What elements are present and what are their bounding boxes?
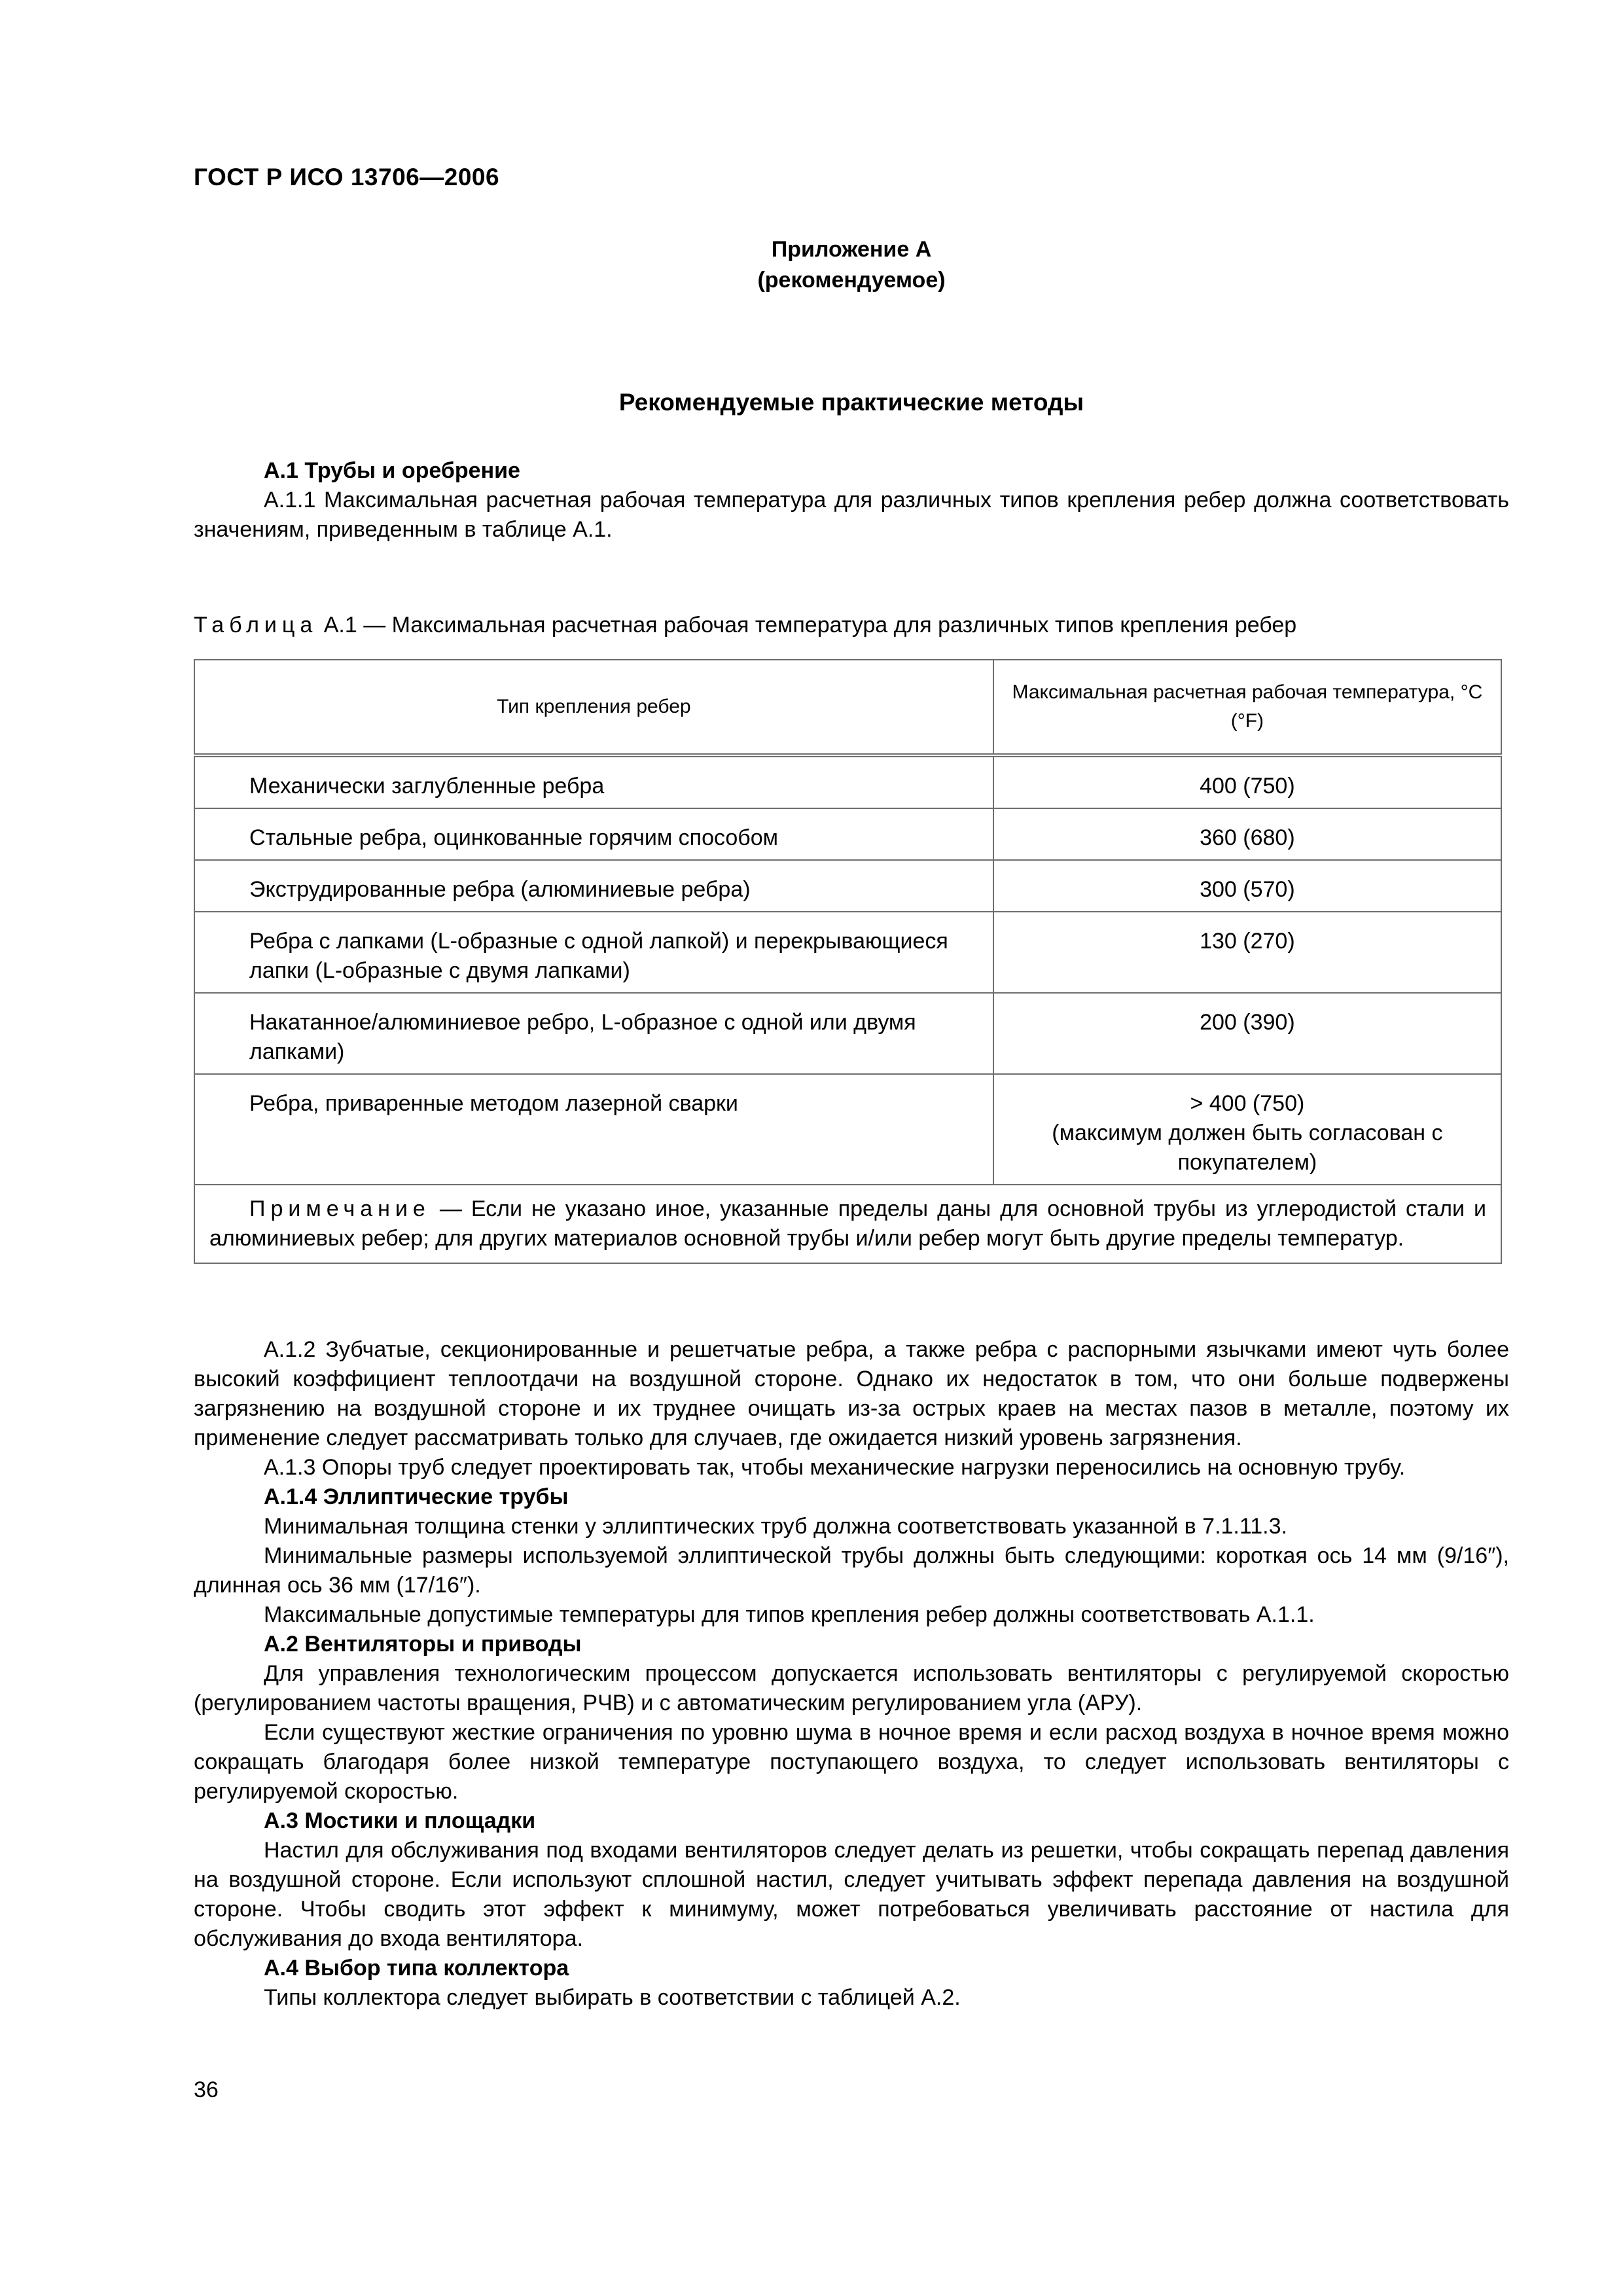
paragraph-a1-1-4-dimensions: Минимальные размеры используемой эллиптической трубы должны быть следующими: короткая ось 14 мм (9/16″), длинная ось 36 мм (17/16″). (194, 1543, 1509, 1598)
table-row (194, 808, 1501, 860)
table-row (194, 755, 1501, 808)
table-cell-fin-type: Стальные ребра, оцинкованные горячим способом (194, 808, 993, 860)
paragraph-a1-1-4-temperatures: Максимальные допустимые температуры для типов крепления ребер должны соответствовать А.1.1. (264, 1602, 1315, 1627)
paragraph-a1-1-2: А.1.2 Зубчатые, секционированные и решетчатые ребра, а также ребра с распорными язычками имеют чуть более высокий коэффициент теплоотдачи на воздушной стороне. Однако их недостаток в том, что они больше подвержены загрязнению на воздушной стороне и их труднее очищать из-за острых краев на местах пазов в металле, поэтому их применение следует рассматривать только для случаев, где ожидается низкий уровень загрязнения. (194, 1337, 1509, 1450)
page-number: 36 (194, 2077, 219, 2102)
table-cell-fin-type: Механически заглубленные ребра (194, 755, 993, 808)
document-header: ГОСТ Р ИСО 13706—2006 (194, 164, 500, 190)
table-caption-label: Таблица (194, 613, 318, 637)
table-row (194, 912, 1501, 993)
section-a1 (194, 456, 1509, 545)
table-note-row (194, 1185, 1501, 1263)
table-cell-temperature: 300 (570) (993, 860, 1501, 912)
table-cell-temperature (993, 1074, 1501, 1185)
paragraph-a1-1-3: А.1.3 Опоры труб следует проектировать так, чтобы механические нагрузки переносились на основную трубу. (264, 1455, 1406, 1480)
table-caption-text: А.1 — Максимальная расчетная рабочая температура для различных типов крепления ребер (317, 613, 1297, 637)
temperature-note: (максимум должен быть согласован с покупателем) (1052, 1121, 1443, 1175)
table-header-max-temperature: Максимальная расчетная рабочая температура, °С (°F) (993, 660, 1501, 755)
table-row (194, 1074, 1501, 1185)
page-title: Рекомендуемые практические методы (618, 389, 1084, 416)
section-heading-a4: А.4 Выбор типа коллектора (264, 1956, 569, 1981)
section-heading-a1: А.1 Трубы и оребрение (264, 458, 520, 483)
table-note (194, 1185, 1501, 1263)
section-heading-a3: А.3 Мостики и площадки (264, 1808, 536, 1833)
table-cell-temperature: 200 (390) (993, 993, 1501, 1074)
table-row (194, 860, 1501, 912)
paragraph-a1-1-1: А.1.1 Максимальная расчетная рабочая температура для различных типов крепления ребер должна соответствовать значениям, приведенным в таблице А.1. (194, 488, 1509, 542)
paragraph-a4: Типы коллектора следует выбирать в соответствии с таблицей А.2. (264, 1985, 961, 2010)
table-note-label: Примечание (249, 1196, 431, 1221)
paragraph-a2-2: Если существуют жесткие ограничения по уровню шума в ночное время и если расход воздуха в ночное время можно сокращать благодаря более низкой температуре поступающего воздуха, то следует использовать вентиляторы с регулируемой скоростью. (194, 1720, 1509, 1804)
annex-type: (рекомендуемое) (757, 268, 946, 293)
table-header-fin-type: Тип крепления ребер (194, 660, 993, 755)
table-row (194, 993, 1501, 1074)
fin-temperature-table (194, 659, 1502, 1264)
paragraph-a1-1-4-wall: Минимальная толщина стенки у эллиптических труб должна соответствовать указанной в 7.1.11.3. (264, 1514, 1287, 1539)
table-cell-fin-type: Ребра, приваренные методом лазерной сварки (194, 1074, 993, 1185)
table-note-text: — Если не указано иное, указанные пределы даны для основной трубы из углеродистой стали и алюминиевых ребер; для других материалов основной трубы и/или ребер могут быть другие пределы температур. (209, 1196, 1486, 1251)
table-cell-temperature: 400 (750) (993, 755, 1501, 808)
paragraph-a3: Настил для обслуживания под входами вентиляторов следует делать из решетки, чтобы сокращать перепад давления на воздушной стороне. Если используют сплошной настил, следует учитывать эффект перепада давления на воздушной стороне. Чтобы сводить этот эффект к минимуму, может потребоваться увеличивать расстояние от настила для обслуживания до входа вентилятора. (194, 1838, 1509, 1951)
annex-label: Приложение А (771, 237, 932, 262)
table-caption (194, 613, 1296, 638)
section-heading-a1-1-4: А.1.4 Эллиптические трубы (264, 1484, 569, 1509)
table-header-row (194, 660, 1501, 755)
section-heading-a2: А.2 Вентиляторы и приводы (264, 1632, 582, 1657)
table-cell-fin-type: Накатанное/алюминиевое ребро, L-образное с одной или двумя лапками) (194, 993, 993, 1074)
table-cell-temperature: 130 (270) (993, 912, 1501, 993)
temperature-value: > 400 (750) (1190, 1091, 1305, 1116)
table-cell-fin-type: Экструдированные ребра (алюминиевые ребра) (194, 860, 993, 912)
table-cell-fin-type: Ребра с лапками (L-образные с одной лапкой) и перекрывающиеся лапки (L-образные с двумя лапками) (194, 912, 993, 993)
body-text (194, 1335, 1509, 2013)
table-cell-temperature: 360 (680) (993, 808, 1501, 860)
paragraph-a2-1: Для управления технологическим процессом допускается использовать вентиляторы с регулируемой скоростью (регулированием частоты вращения, РЧВ) и с автоматическим регулированием угла (АРУ). (194, 1661, 1509, 1715)
